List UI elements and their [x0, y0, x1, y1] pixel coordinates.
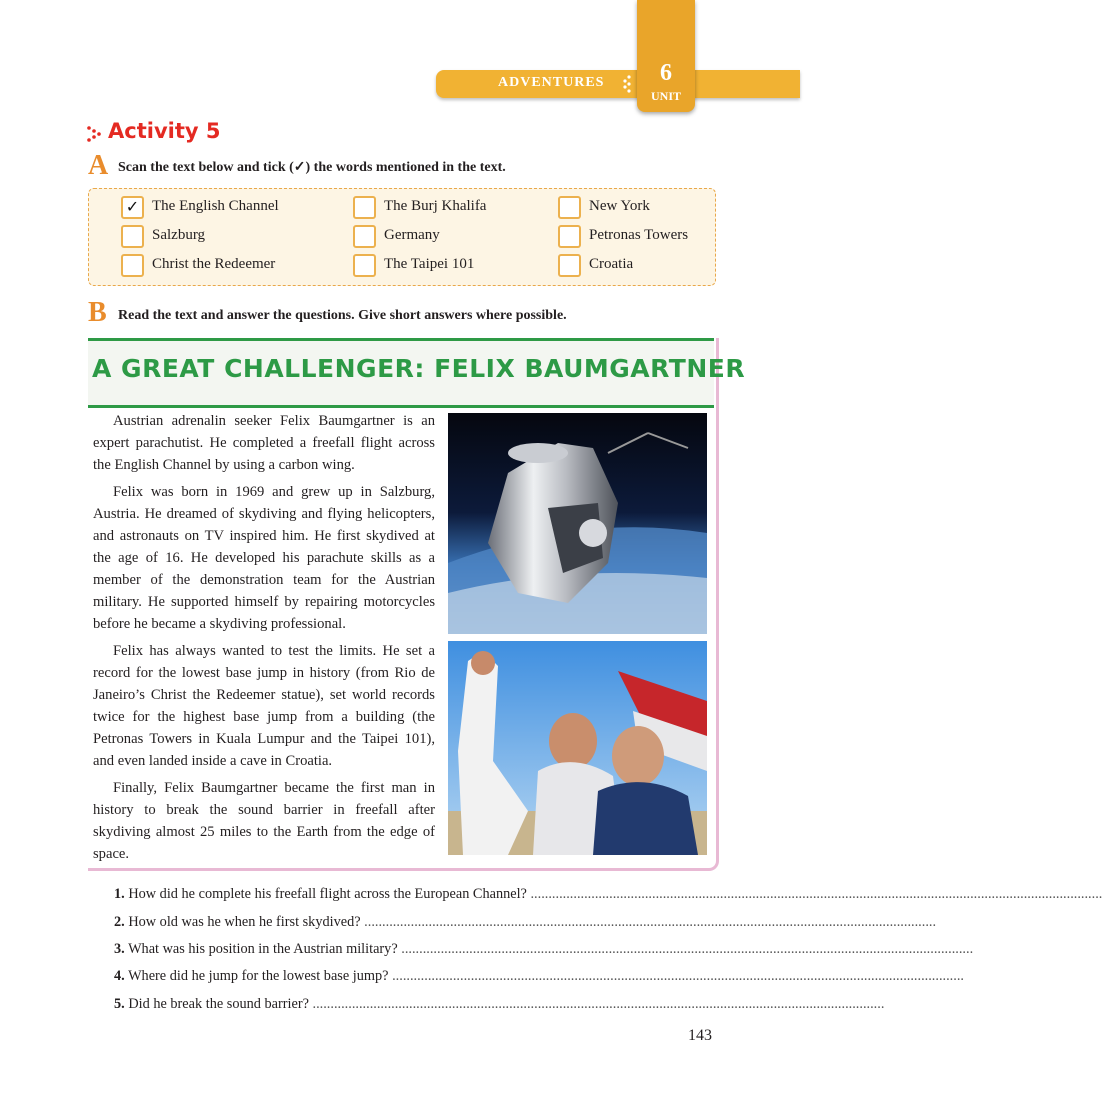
answer-line[interactable]: ................................................................................................................................................................ — [526, 886, 1102, 902]
word-option-label: The Taipei 101 — [384, 256, 475, 272]
article-paragraph: Felix has always wanted to test the limits. He set a record for the lowest base jump in history (from Rio de Janeiro’s Christ the Redeemer statue), set world records twice for the highest base jump from a building (the Petronas Towers in Kuala Lumpur and the Taipei 101), and even landed inside a cave in Croatia. — [93, 643, 435, 769]
question-number: 5. — [114, 996, 125, 1012]
checkbox[interactable] — [353, 225, 376, 248]
question-item — [114, 996, 885, 1013]
word-option-label: The Burj Khalifa — [384, 198, 487, 214]
question-item — [114, 886, 1102, 903]
checkbox[interactable] — [121, 225, 144, 248]
checkbox[interactable] — [121, 254, 144, 277]
checkbox[interactable]: ✓ — [121, 196, 144, 219]
part-b-letter: B — [88, 297, 107, 328]
question-number: 4. — [114, 968, 125, 984]
page-number: 143 — [688, 1027, 712, 1044]
dots-icon — [620, 74, 634, 94]
article-body — [93, 410, 435, 870]
question-number: 3. — [114, 941, 125, 957]
checkbox[interactable] — [353, 196, 376, 219]
question-text: Where did he jump for the lowest base jump? — [128, 968, 389, 984]
unit-label: UNIT — [650, 89, 681, 103]
unit-banner — [436, 70, 800, 98]
unit-tab — [637, 0, 695, 112]
answer-line[interactable]: ................................................................................................................................................................ — [308, 996, 885, 1012]
celebration-photo — [448, 641, 707, 855]
word-option-label: New York — [589, 198, 650, 214]
question-item — [114, 968, 964, 985]
word-option-label: Christ the Redeemer — [152, 256, 276, 272]
question-text: Did he break the sound barrier? — [128, 996, 309, 1012]
answer-line[interactable]: ................................................................................................................................................................ — [397, 941, 974, 957]
question-item — [114, 941, 974, 958]
article-paragraph: Finally, Felix Baumgartner became the first man in history to break the sound barrier in freefall after skydiving almost 25 miles to the Earth from the edge of space. — [93, 780, 435, 862]
article-paragraph: Austrian adrenalin seeker Felix Baumgartner is an expert parachutist. He completed a freefall flight across the English Channel by using a carbon wing. — [93, 413, 435, 473]
question-text: What was his position in the Austrian military? — [128, 941, 398, 957]
checkbox[interactable] — [558, 225, 581, 248]
part-b-instruction: Read the text and answer the questions. Give short answers where possible. — [118, 308, 567, 323]
word-option-label: Germany — [384, 227, 440, 243]
answer-line[interactable]: ................................................................................................................................................................ — [360, 914, 937, 930]
question-number: 1. — [114, 886, 125, 902]
capsule-photo — [448, 413, 707, 634]
checkbox[interactable] — [353, 254, 376, 277]
section-label: ADVENTURES — [498, 75, 605, 90]
question-text: How old was he when he first skydived? — [128, 914, 361, 930]
part-a-instruction: Scan the text below and tick (✓) the words mentioned in the text. — [118, 160, 506, 175]
word-option-label: Croatia — [589, 256, 634, 272]
question-number: 2. — [114, 914, 125, 930]
article-paragraph: Felix was born in 1969 and grew up in Salzburg, Austria. He dreamed of skydiving and flying helicopters, and astronauts on TV inspired him. He first skydived at the age of 16. He developed his parachute skills as a member of the demonstration team for the Austrian military. He supported himself by repairing motorcycles before he became a skydiving professional. — [93, 484, 435, 632]
unit-number: 6 — [660, 60, 672, 86]
word-option-label: Petronas Towers — [589, 227, 689, 243]
word-option-label: Salzburg — [152, 227, 206, 243]
activity-title: Activity 5 — [108, 119, 221, 143]
question-item — [114, 914, 937, 931]
part-a-letter: A — [88, 150, 109, 181]
answer-line[interactable]: ................................................................................................................................................................ — [388, 968, 964, 984]
checkbox[interactable] — [558, 196, 581, 219]
question-text: How did he complete his freefall flight across the European Channel? — [128, 886, 527, 902]
word-option-label: The English Channel — [152, 198, 279, 214]
dots-icon — [86, 126, 104, 142]
article-title: A GREAT CHALLENGER: FELIX BAUMGARTNER — [92, 354, 746, 383]
checkbox[interactable] — [558, 254, 581, 277]
